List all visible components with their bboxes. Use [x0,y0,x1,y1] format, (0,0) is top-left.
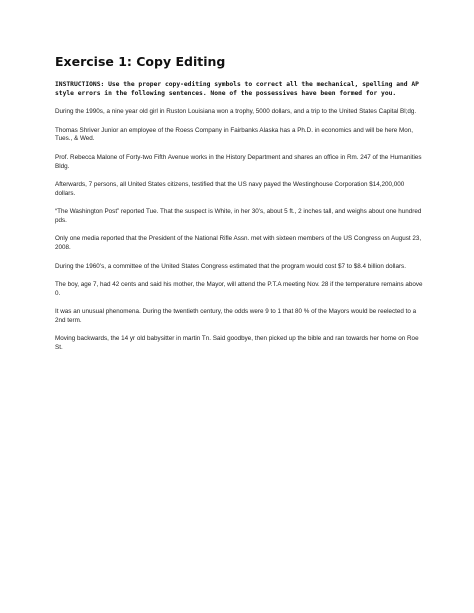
document-body [55,54,425,362]
exercise-sentence-7: During the 1960’s, a committee of the United States Congress estimated that the program would cost $7 to $8.4 billion dollars. [55,262,406,270]
exercise-sentence-5: “The Washington Post” reported Tue. That the suspect is White, in her 30’s, about 5 ft., 2 inches tall, and weighs about one hundred pds. [55,208,422,224]
exercise-sentence-4: Afterwards, 7 persons, all United States citizens, testified that the US navy payed the Westinghouse Corporation $14,200,000 dollars. [55,180,405,197]
exercise-sentence-9: It was an unusual phenomena. During the twentieth century, the odds were 9 to 1 that 80 % of the Mayors would be reelected to a 2nd term. [55,308,417,324]
exercise-sentence-1: During the 1990s, a nine year old girl in Ruston Louisiana won a trophy, 5000 dollars, and a trip to the United States Capital Bl;dg. [55,108,417,116]
page-title: Exercise 1: Copy Editing [55,54,226,69]
exercise-sentence-10: Moving backwards, the 14 yr old babysitter in martin Tn. Said goodbye, then picked up the bible and ran towards her home on Roe St. [55,335,419,352]
exercise-sentence-8: The boy, age 7, had 42 cents and said his mother, the Mayor, will attend the P.T.A meeting Nov. 28 if the temperature remains above 0. [55,280,423,297]
instructions-paragraph: INSTRUCTIONS: Use the proper copy-editing symbols to correct all the mechanical, spelling and AP style errors in the following sentences. None of the possessives have been formed for you. [55,81,419,97]
exercise-sentence-3: Prof. Rebecca Malone of Forty-two Fifth Avenue works in the History Department and shares an office in Rm. 247 of the Humanities Bldg. [55,153,422,170]
exercise-sentence-2: Thomas Shriver Junior an employee of the Roess Company in Fairbanks Alaska has a Ph.D. in economics and will be here Mon, Tues., & Wed. [55,126,414,143]
exercise-sentence-6: Only one media reported that the President of the National Rifle Assn. met with sixteen members of the US Congress on August 23, 2008. [55,235,422,252]
